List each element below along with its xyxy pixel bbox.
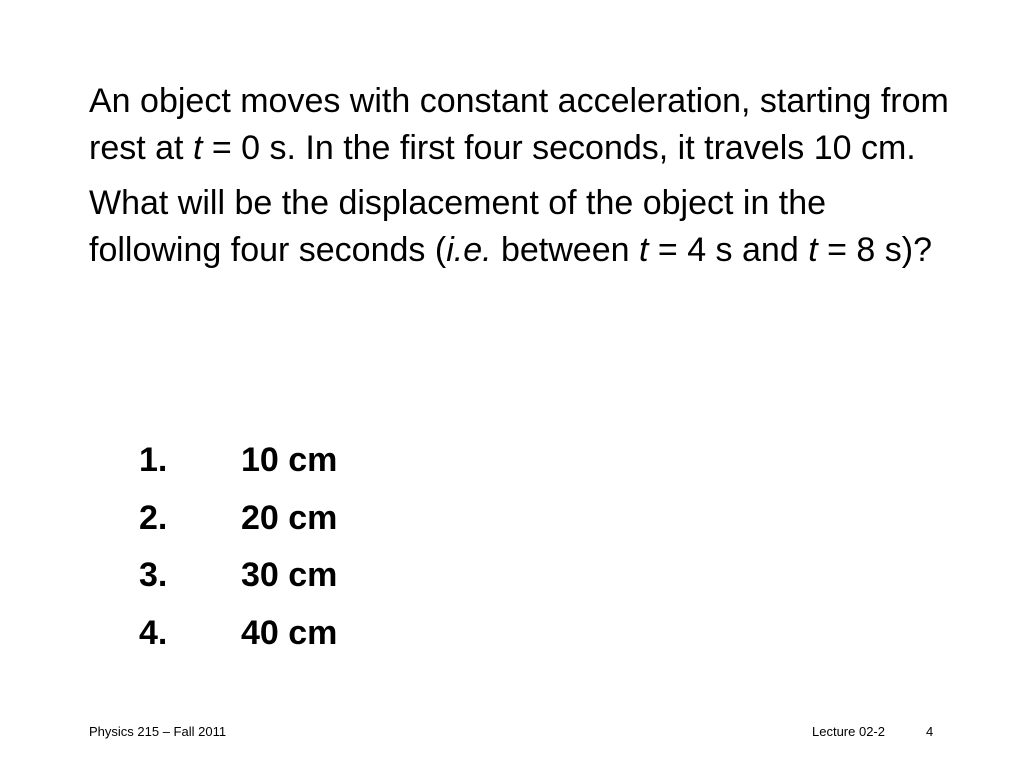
question-run: = 0 s. In the first four seconds, it travels 10 cm.: [202, 129, 916, 167]
abbreviation-ie: i.e.: [446, 231, 492, 269]
answer-choice-2: [139, 490, 337, 548]
choice-text: 40 cm: [241, 613, 338, 652]
variable-t: t: [192, 129, 203, 167]
question-run: What will be the displacement of the object in the following four seconds (: [89, 184, 827, 269]
footer-page-number: 4: [926, 724, 934, 739]
footer-course: Physics 215 – Fall 2011: [89, 724, 227, 739]
answer-choices: [139, 432, 337, 662]
choice-number: 1.: [139, 441, 168, 479]
variable-t: t: [808, 231, 818, 269]
choice-number: 2.: [139, 498, 168, 537]
choice-text: 10 cm: [241, 441, 338, 479]
answer-choice-3: [139, 547, 337, 605]
answer-choice-1: [139, 432, 337, 490]
question-run: An object moves with constant acceleration, starting from rest at: [89, 82, 949, 167]
variable-t: t: [639, 231, 649, 269]
question-paragraph-1: [89, 78, 949, 172]
question-text: [89, 78, 949, 274]
choice-text: 20 cm: [241, 498, 338, 537]
question-run: = 8 s)?: [817, 231, 932, 269]
question-paragraph-2: [89, 180, 949, 274]
choice-number: 3.: [139, 556, 168, 594]
question-run: between: [491, 231, 639, 269]
choice-number: 4.: [139, 613, 168, 652]
answer-choice-4: [139, 605, 337, 663]
footer-lecture: Lecture 02-2: [812, 724, 885, 739]
choice-text: 30 cm: [241, 556, 338, 594]
question-run: = 4 s and: [648, 231, 809, 269]
